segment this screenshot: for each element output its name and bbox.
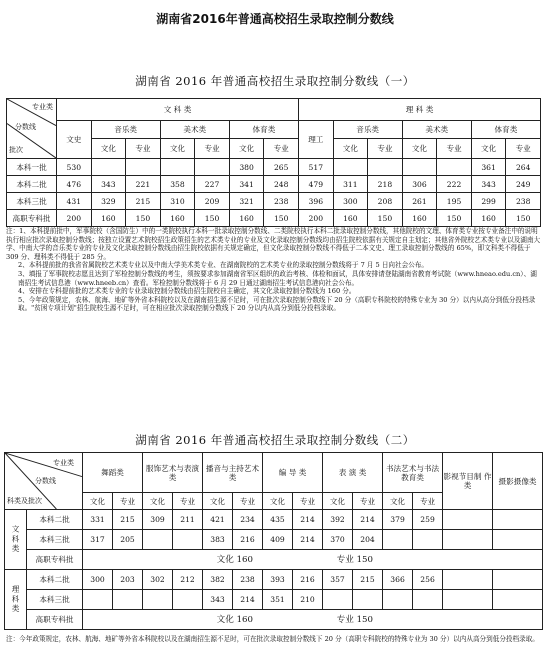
score-cell: 341 (229, 176, 264, 193)
score-cell: 530 (57, 159, 92, 176)
subheader: 音乐类 (333, 121, 402, 139)
leaf-header: 专业 (126, 139, 161, 159)
leaf-header: 文化 (383, 493, 413, 510)
score-cell: 150 (126, 210, 161, 227)
leaf-header: 专业 (413, 493, 443, 510)
culture-score: 文化 160 (216, 614, 253, 625)
score-cell: 300 (333, 193, 368, 210)
subheader: 美术类 (160, 121, 229, 139)
group-header: 摄影摄像类 (493, 453, 543, 510)
subheader: 文史 (57, 121, 92, 159)
row-label: 本科二批 (27, 510, 83, 530)
major-score: 专业 150 (336, 614, 373, 625)
notes-1 (6, 227, 542, 313)
table1-corner-header (7, 99, 57, 159)
score-cell: 302 (143, 570, 173, 590)
score-cell: 214 (233, 590, 263, 610)
row-label: 本科三批 (27, 530, 83, 550)
category-label: 理科类 (5, 570, 27, 630)
leaf-header: 专业 (353, 493, 383, 510)
score-cell: 160 (402, 210, 437, 227)
score-cell: 351 (263, 590, 293, 610)
score-cell: 195 (437, 193, 472, 210)
group-header: 编 导 类 (263, 453, 323, 493)
score-cell: 150 (264, 210, 299, 227)
score-cell: 160 (229, 210, 264, 227)
leaf-header: 专业 (173, 493, 203, 510)
leaf-header: 文化 (402, 139, 437, 159)
score-cell (383, 590, 413, 610)
page-title: 湖南省2016年普通高校招生录取控制分数线 (156, 12, 394, 26)
leaf-header: 文化 (323, 493, 353, 510)
score-cell: 329 (91, 193, 126, 210)
leaf-header: 文化 (91, 139, 126, 159)
score-cell: 264 (506, 159, 541, 176)
leaf-header: 文化 (203, 493, 233, 510)
subheader: 体育类 (471, 121, 540, 139)
score-cell: 265 (264, 159, 299, 176)
score-cell: 238 (233, 570, 263, 590)
score-cell: 396 (299, 193, 334, 210)
score-cell (195, 159, 230, 176)
score-table-1 (6, 98, 541, 227)
score-cell (413, 530, 443, 550)
group-header-wenke: 文 科 类 (57, 99, 299, 121)
score-cell (368, 159, 403, 176)
table-row (5, 570, 543, 590)
score-cell: 150 (368, 210, 403, 227)
subheader: 理工 (299, 121, 334, 159)
score-cell: 343 (91, 176, 126, 193)
score-cell: 209 (195, 193, 230, 210)
score-cell: 259 (413, 510, 443, 530)
score-cell (437, 159, 472, 176)
culture-score: 文化 160 (216, 554, 253, 565)
empty-cell (493, 530, 543, 550)
subheader: 音乐类 (91, 121, 160, 139)
note: 4、安排在专科提前批的艺术类专业的专业录取控制分数线由招生院校自主确定，其文化录取控制分数线为 160 分。 (18, 287, 356, 296)
leaf-header: 专业 (368, 139, 403, 159)
table-row (7, 159, 541, 176)
row-label: 高职专科批 (27, 610, 83, 630)
score-cell: 216 (293, 570, 323, 590)
empty-cell (443, 590, 493, 610)
empty-cell (493, 590, 543, 610)
notes-2 (6, 635, 542, 644)
score-cell (143, 590, 173, 610)
score-cell: 392 (323, 510, 353, 530)
note: 注：1、本科提前批中，军事院校（含国防生）中的一类院校执行本科一批录取控制分数线、二类院校执行本科二批录取控制分数线，其他院校的文理、体育类专业按专业备注中的说明执行相应批次录取控制分数线；按独立设置艺术院校招生政策招生的艺术类专业的专业及文化录取控制分数线均由招生院校依据有关规定自主划定；其他省外院校艺术类专业以及湖南大学、中南大学的音乐类专业的专业及文化录取控制分数线由招生院校依据有关规定确定，但文化录取控制分数线不得低于二本文史、理工录取控制分数线的 65%，即文科类不得低于 309 分、理科类不得低于 285 分。 (6, 227, 541, 261)
table1-title: 湖南省 2016 年普通高校招生录取控制分数线（一） (135, 74, 415, 88)
score-cell: 343 (203, 590, 233, 610)
group-header: 服饰艺术与表演类 (143, 453, 203, 493)
score-cell: 299 (471, 193, 506, 210)
leaf-header: 文化 (333, 139, 368, 159)
score-cell (413, 590, 443, 610)
group-header: 舞蹈类 (83, 453, 143, 493)
table-row (5, 510, 543, 530)
leaf-header: 专业 (293, 493, 323, 510)
score-cell: 343 (471, 176, 506, 193)
corner-label-major: 专业类 (53, 459, 74, 467)
score-cell: 222 (437, 176, 472, 193)
score-cell: 300 (83, 570, 113, 590)
subheader: 美术类 (402, 121, 471, 139)
score-cell: 160 (471, 210, 506, 227)
empty-cell (493, 510, 543, 530)
table-row (5, 610, 543, 630)
leaf-header: 专业 (437, 139, 472, 159)
score-cell: 249 (506, 176, 541, 193)
score-cell: 393 (263, 570, 293, 590)
score-cell (143, 530, 173, 550)
score-cell (323, 590, 353, 610)
leaf-header: 专业 (264, 139, 299, 159)
score-cell: 214 (293, 530, 323, 550)
group-header: 播音与主持艺术类 (203, 453, 263, 493)
score-cell: 321 (229, 193, 264, 210)
score-cell: 210 (293, 590, 323, 610)
score-cell: 370 (323, 530, 353, 550)
score-cell: 256 (413, 570, 443, 590)
score-cell (160, 159, 195, 176)
note: 3、填报了军事院校志愿且达到了军检控制分数线的考生，须按要求参加湖南省军区组织的政治考核、体检和面试，具体安排请登陆湖南省教育考试院（www.hneao.edu.cn）、湖南招生考试信息港（www.hneeb.cn）查看。军检控制分数线将于 6 月 29 日通过湖南招生考试信息港向社会公布。 (18, 269, 537, 287)
table-row (5, 590, 543, 610)
score-cell: 214 (293, 510, 323, 530)
score-cell: 380 (229, 159, 264, 176)
score-cell: 150 (195, 210, 230, 227)
score-cell: 160 (91, 210, 126, 227)
score-cell: 214 (353, 510, 383, 530)
row-label: 本科一批 (7, 159, 57, 176)
score-cell (353, 590, 383, 610)
group-header: 表 演 类 (323, 453, 383, 493)
merged-cell (83, 550, 543, 570)
group-header: 书法艺术与书法教育类 (383, 453, 443, 493)
score-cell: 331 (83, 510, 113, 530)
row-label: 高职专科批 (7, 210, 57, 227)
score-cell: 204 (353, 530, 383, 550)
score-cell (383, 530, 413, 550)
score-cell: 234 (233, 510, 263, 530)
corner-label-score: 分数线 (35, 477, 56, 485)
note: 5、今年政策规定，农林、航海、地矿等外省本科院校以及在湖南招生源不足时，可在批次录取控制分数线下 20 分（高职专科院校的特殊专业为 30 分）以内从高分到低分投档录取。"贫困专项计划"招生院校生源不足时，可在相应批次录取控制分数线下 20 分以内从高分到低分投档录取。 (18, 295, 536, 313)
score-cell (333, 159, 368, 176)
score-cell: 479 (299, 176, 334, 193)
score-cell (173, 530, 203, 550)
row-label: 本科二批 (27, 570, 83, 590)
score-cell (173, 590, 203, 610)
score-cell: 218 (368, 176, 403, 193)
table2-corner-header (5, 453, 83, 510)
leaf-header: 专业 (113, 493, 143, 510)
score-cell: 379 (383, 510, 413, 530)
score-table-2 (4, 452, 543, 630)
score-cell: 248 (264, 176, 299, 193)
score-cell: 383 (203, 530, 233, 550)
leaf-header: 专业 (506, 139, 541, 159)
score-cell: 431 (57, 193, 92, 210)
score-cell: 366 (383, 570, 413, 590)
leaf-header: 文化 (160, 139, 195, 159)
table-row (7, 193, 541, 210)
score-cell: 517 (299, 159, 334, 176)
score-cell: 160 (333, 210, 368, 227)
subheader: 体育类 (229, 121, 298, 139)
empty-cell (493, 570, 543, 590)
score-cell: 409 (263, 530, 293, 550)
score-cell: 150 (506, 210, 541, 227)
group-header-like: 理 科 类 (299, 99, 541, 121)
score-cell: 215 (353, 570, 383, 590)
score-cell (402, 159, 437, 176)
score-cell: 435 (263, 510, 293, 530)
score-cell (91, 159, 126, 176)
score-cell (126, 159, 161, 176)
note: 2、本科提前批的我省省属院校艺术类专业以及中南大学美术类专业、在湖南院校的艺术类专业的录取控制分数线将于 7 月 5 日向社会公布。 (18, 261, 428, 270)
row-label: 本科三批 (27, 590, 83, 610)
row-label: 本科二批 (7, 176, 57, 193)
score-cell: 160 (160, 210, 195, 227)
score-cell: 310 (160, 193, 195, 210)
score-cell: 200 (299, 210, 334, 227)
corner-label-batch: 科类及批次 (7, 497, 42, 505)
score-cell: 212 (173, 570, 203, 590)
note: 注：今年政策规定，农林、航海、地矿等外省本科院校以及在湖南招生源不足时，可在批次录取控制分数线下 20 分（高职专科院校的特殊专业为 30 分）以内从高分到低分投档录取。 (6, 635, 539, 643)
score-cell: 421 (203, 510, 233, 530)
score-cell: 361 (471, 159, 506, 176)
score-cell (113, 590, 143, 610)
score-cell: 306 (402, 176, 437, 193)
empty-cell (443, 530, 493, 550)
table-row (7, 210, 541, 227)
merged-cell (83, 610, 543, 630)
corner-label-score: 分数线 (15, 123, 36, 131)
major-score: 专业 150 (336, 554, 373, 565)
score-cell: 216 (233, 530, 263, 550)
leaf-header: 文化 (263, 493, 293, 510)
score-cell: 203 (113, 570, 143, 590)
leaf-header: 文化 (83, 493, 113, 510)
corner-label-batch: 批次 (9, 146, 23, 154)
score-cell: 357 (323, 570, 353, 590)
leaf-header: 专业 (233, 493, 263, 510)
table-row (5, 530, 543, 550)
score-cell: 309 (143, 510, 173, 530)
empty-cell (443, 510, 493, 530)
row-label: 高职专科批 (27, 550, 83, 570)
score-cell: 358 (160, 176, 195, 193)
table-row (7, 176, 541, 193)
table2-title: 湖南省 2016 年普通高校招生录取控制分数线（二） (135, 433, 415, 447)
score-cell: 227 (195, 176, 230, 193)
score-cell: 200 (57, 210, 92, 227)
score-cell: 476 (57, 176, 92, 193)
leaf-header: 文化 (229, 139, 264, 159)
leaf-header: 文化 (471, 139, 506, 159)
score-cell: 215 (126, 193, 161, 210)
score-cell: 221 (126, 176, 161, 193)
score-cell: 238 (506, 193, 541, 210)
score-cell: 261 (402, 193, 437, 210)
category-label: 文科类 (5, 510, 27, 570)
leaf-header: 专业 (195, 139, 230, 159)
score-cell: 382 (203, 570, 233, 590)
leaf-header: 文化 (143, 493, 173, 510)
row-label: 本科三批 (7, 193, 57, 210)
score-cell: 238 (264, 193, 299, 210)
empty-cell (443, 570, 493, 590)
corner-label-major: 专业类 (32, 103, 53, 111)
score-cell: 150 (437, 210, 472, 227)
score-cell: 208 (368, 193, 403, 210)
score-cell (83, 590, 113, 610)
score-cell: 215 (113, 510, 143, 530)
score-cell: 317 (83, 530, 113, 550)
table-row (5, 550, 543, 570)
score-cell: 205 (113, 530, 143, 550)
score-cell: 311 (333, 176, 368, 193)
group-header: 影视节目制 作 类 (443, 453, 493, 510)
score-cell: 211 (173, 510, 203, 530)
